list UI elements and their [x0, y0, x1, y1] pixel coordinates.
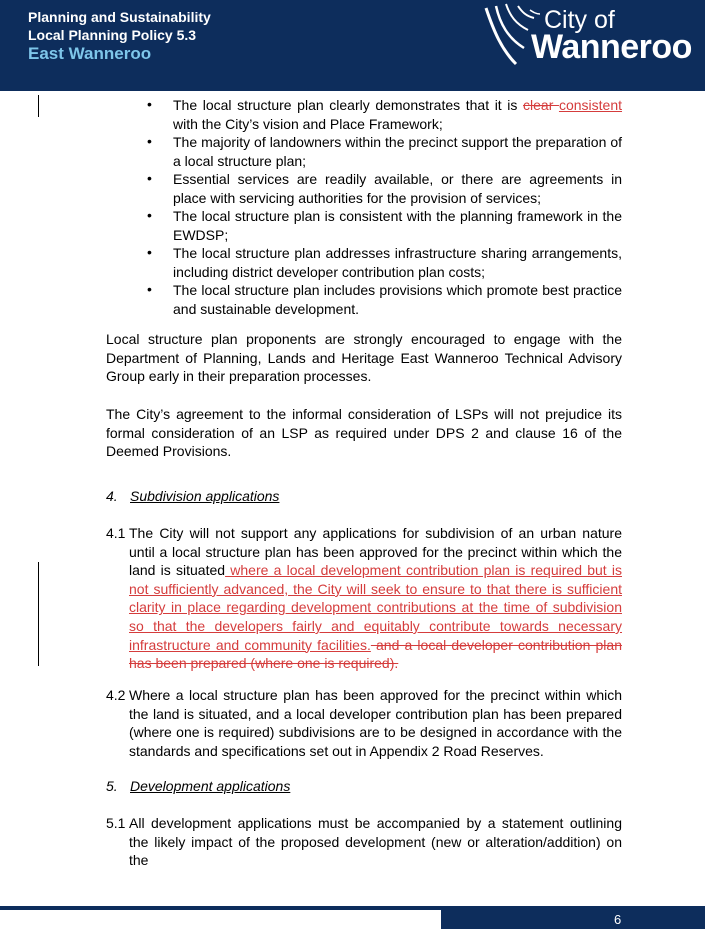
clause-text: Where a local structure plan has been approved for the precinct within which the land is situated, and a local developer contribution plan has been prepared (where one is required) subdivisions are to be designed in accordance with the standards and specifications set out in Appendix 2 Road Reserves. — [129, 687, 622, 759]
bullet-icon: • — [147, 133, 152, 149]
page-footer — [0, 906, 705, 929]
bullet-icon: • — [147, 207, 152, 223]
logo-city-text: City of — [544, 6, 615, 34]
clause-number: 5.1 — [106, 815, 126, 831]
paragraph: Local structure plan proponents are strongly encouraged to engage with the Department of Planning, Lands and Heritage East Wanneroo Technical Advisory Group early in their preparation processes. — [106, 331, 622, 385]
change-bar — [38, 562, 39, 666]
page-header — [0, 0, 705, 91]
clause-number: 4.2 — [106, 687, 126, 703]
bullet-item: Essential services are readily available, or there are agreements in place with servicing authorities for the provision of services; — [173, 171, 622, 206]
header-title-line1: Planning and Sustainability — [28, 9, 211, 25]
bullet-icon: • — [147, 244, 152, 260]
bullet-item: The local structure plan is consistent with the planning framework in the EWDSP; — [173, 208, 622, 243]
header-title-line2: Local Planning Policy 5.3 — [28, 27, 197, 43]
clause-number: 4.1 — [106, 525, 126, 541]
clause-text: The City will not support any applications for subdivision of an urban nature until a local structure plan has been approved for the precinct within which the land is situated where a local development contribution plan is required but is not sufficiently advanced, the City will seek to ensure to that there is sufficient clarity in place regarding development contributions at the time of subdivision so that the developers fairly and equitably contribute towards necessary infrastructure and community facilities. and a local developer contribution plan has been prepared (where one is required). — [129, 525, 622, 672]
clause-text: All development applications must be accompanied by a statement outlining the likely impact of the proposed development (new or alteration/addition) on the — [129, 815, 622, 869]
header-subtitle: East Wanneroo — [28, 44, 152, 63]
bullet-icon: • — [147, 281, 152, 297]
section-heading: 5. Development applications — [106, 778, 291, 794]
bullet-icon: • — [147, 96, 152, 112]
logo-name-text: Wanneroo — [531, 28, 692, 66]
bullet-item: The majority of landowners within the precinct support the preparation of a local structure plan; — [173, 134, 622, 169]
bullet-item: The local structure plan addresses infrastructure sharing arrangements, including district developer contribution plan costs; — [173, 245, 622, 280]
change-bar — [38, 95, 39, 117]
bullet-icon: • — [147, 170, 152, 186]
section-heading: 4. Subdivision applications — [106, 488, 280, 504]
bullet-item: The local structure plan includes provisions which promote best practice and sustainable development. — [173, 282, 622, 317]
page-number: 6 — [614, 912, 622, 927]
bullet-item: The local structure plan clearly demonstrates that it is clear consistent with the City’s vision and Place Framework; — [173, 97, 623, 132]
paragraph: The City’s agreement to the informal consideration of LSPs will not prejudice its formal consideration of an LSP as required under DPS 2 and clause 16 of the Deemed Provisions. — [106, 406, 622, 460]
footer-page-box — [441, 910, 705, 929]
